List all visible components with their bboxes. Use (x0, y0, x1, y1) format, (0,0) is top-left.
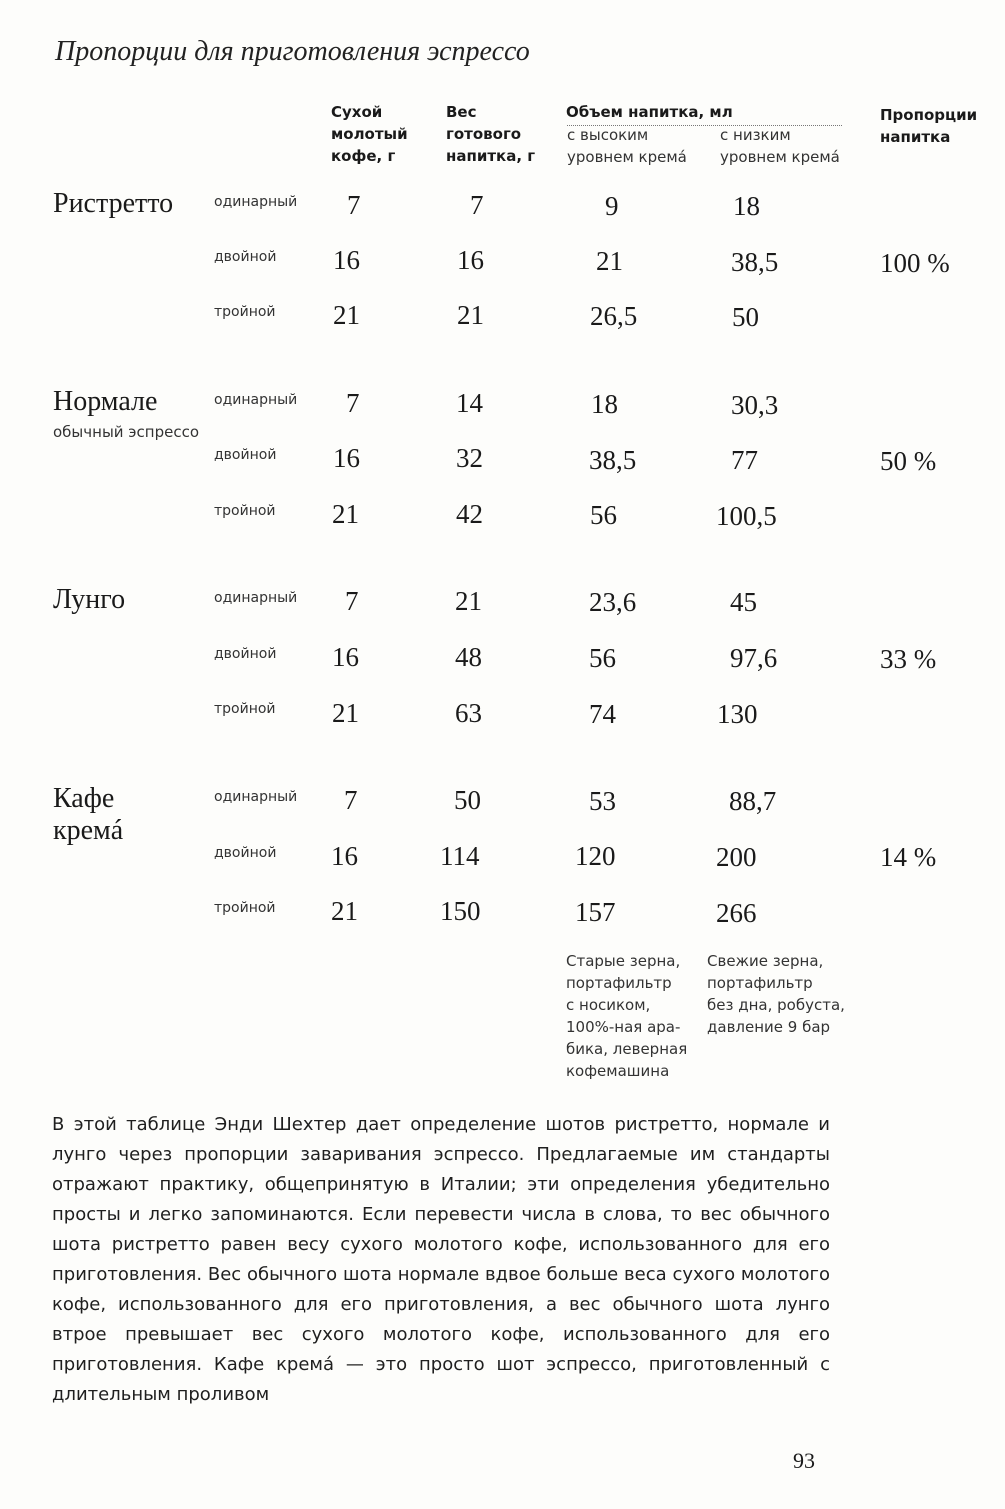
cell-dry: 21 (333, 300, 360, 330)
header-dry-coffee (331, 101, 408, 167)
cell-weight: 42 (456, 499, 483, 529)
header-line: напитка (880, 128, 951, 146)
size-label: двойной (214, 646, 277, 662)
note-line: портафильтр (707, 974, 813, 992)
size-label: тройной (214, 900, 276, 916)
group-name-ristretto: Ристретто (53, 188, 174, 219)
group-name-normale: Нормале (53, 386, 158, 417)
cell-high: 38,5 (589, 445, 637, 475)
cell-dry: 16 (333, 245, 360, 275)
cell-weight: 7 (470, 190, 484, 220)
header-line: напитка, г (446, 147, 536, 165)
cell-low: 50 (732, 302, 759, 332)
header-line: уровнем кремá (720, 148, 840, 166)
size-label: двойной (214, 845, 277, 861)
size-label: двойной (214, 249, 277, 265)
cell-weight: 63 (455, 698, 482, 728)
cell-low: 45 (730, 587, 757, 617)
header-drink-weight (446, 101, 535, 167)
cell-dry: 7 (347, 190, 361, 220)
cell-high: 74 (589, 699, 616, 729)
note-line: Старые зерна, (566, 952, 681, 970)
cell-high: 23,6 (589, 587, 637, 617)
cell-high: 56 (589, 643, 616, 673)
cell-low: 88,7 (729, 786, 777, 816)
proportion-value: 14 % (880, 842, 937, 872)
cell-low: 130 (717, 699, 758, 729)
note-line: портафильтр (566, 974, 672, 992)
cell-high: 9 (605, 191, 619, 221)
cell-dry: 16 (331, 841, 358, 871)
cell-high: 120 (575, 841, 616, 871)
size-label: одинарный (214, 392, 298, 408)
header-volume: Объем напитка, мл (566, 103, 733, 121)
size-label: тройной (214, 503, 276, 519)
cell-dry: 16 (332, 642, 359, 672)
cell-weight: 32 (456, 443, 483, 473)
header-line: кофе, г (331, 147, 396, 165)
cell-weight: 48 (455, 642, 482, 672)
cell-low: 100,5 (716, 501, 777, 531)
size-label: одинарный (214, 194, 298, 210)
group-name-line: кремá (53, 815, 124, 846)
header-line: с высоким (567, 126, 649, 144)
header-line: с низким (720, 126, 791, 144)
proportion-value: 50 % (880, 446, 937, 476)
cell-high: 26,5 (590, 301, 638, 331)
proportion-value: 33 % (880, 644, 937, 674)
cell-high: 53 (589, 786, 616, 816)
note-line: кофемашина (566, 1062, 670, 1080)
header-low-crema (720, 124, 840, 168)
cell-high: 21 (596, 246, 623, 276)
cell-weight: 14 (456, 388, 483, 418)
cell-dry: 7 (344, 785, 358, 815)
note-low-crema (707, 950, 845, 1038)
size-label: тройной (214, 701, 276, 717)
note-line: 100%-ная ара- (566, 1018, 681, 1036)
group-name-cafe-crema (53, 783, 123, 847)
cell-low: 30,3 (731, 390, 779, 420)
body-paragraph: В этой таблице Энди Шехтер дает определение шотов ристретто, нормале и лунго через пропорции заваривания эспрессо. Предлагаемые им стандарты отражают практику, общепринятую в Италии; эти определения убедительно просты и легко запоминаются. Если перевести числа в слова, то вес обычного шота ристретто равен весу сухого молотого кофе, использованного для его приготовления. Вес обычного шота нормале вдвое больше веса сухого молотого кофе, использованного для его приготовления, а вес обычного шота лунго втрое превышает вес сухого молотого кофе, использованного для его приготовления. Кафе кремá — это просто шот эспрессо, приготовленный с длительным проливом (52, 1114, 830, 1405)
cell-weight: 150 (440, 896, 481, 926)
size-label: двойной (214, 447, 277, 463)
cell-dry: 7 (346, 388, 360, 418)
proportion-value: 100 % (880, 248, 950, 278)
note-high-crema (566, 950, 687, 1082)
cell-low: 266 (716, 898, 757, 928)
group-name-line: Кафе (53, 783, 115, 814)
size-label: одинарный (214, 789, 298, 805)
cell-low: 97,6 (730, 643, 778, 673)
group-subtitle: обычный эспрессо (53, 423, 200, 441)
note-line: Свежие зерна, (707, 952, 824, 970)
cell-high: 56 (590, 500, 617, 530)
cell-low: 200 (716, 842, 757, 872)
note-line: давление 9 бар (707, 1018, 831, 1036)
cell-weight: 21 (457, 300, 484, 330)
header-high-crema (567, 124, 687, 168)
cell-weight: 50 (454, 785, 481, 815)
cell-dry: 21 (331, 896, 358, 926)
cell-dry: 21 (332, 698, 359, 728)
cell-weight: 21 (455, 586, 482, 616)
cell-low: 38,5 (731, 247, 779, 277)
cell-weight: 16 (457, 245, 484, 275)
cell-low: 77 (731, 445, 758, 475)
cell-dry: 7 (345, 586, 359, 616)
header-line: Сухой (331, 103, 383, 121)
header-line: Пропорции (880, 106, 978, 124)
header-line: уровнем кремá (567, 148, 687, 166)
cell-dry: 16 (333, 443, 360, 473)
header-line: Вес (446, 103, 477, 121)
note-line: без дна, робуста, (707, 996, 845, 1014)
cell-weight: 114 (440, 841, 480, 871)
cell-low: 18 (733, 191, 760, 221)
size-label: одинарный (214, 590, 298, 606)
cell-dry: 21 (332, 499, 359, 529)
note-line: бика, леверная (566, 1040, 688, 1058)
cell-high: 18 (591, 389, 618, 419)
header-proportion (880, 104, 977, 148)
group-name-lungo: Лунго (53, 584, 126, 615)
note-line: с носиком, (566, 996, 651, 1014)
size-label: тройной (214, 304, 276, 320)
header-line: молотый (331, 125, 408, 143)
page-title: Пропорции для приготовления эспрессо (55, 36, 530, 67)
page-number: 93 (793, 1448, 815, 1473)
cell-high: 157 (575, 897, 616, 927)
header-line: готового (446, 125, 522, 143)
